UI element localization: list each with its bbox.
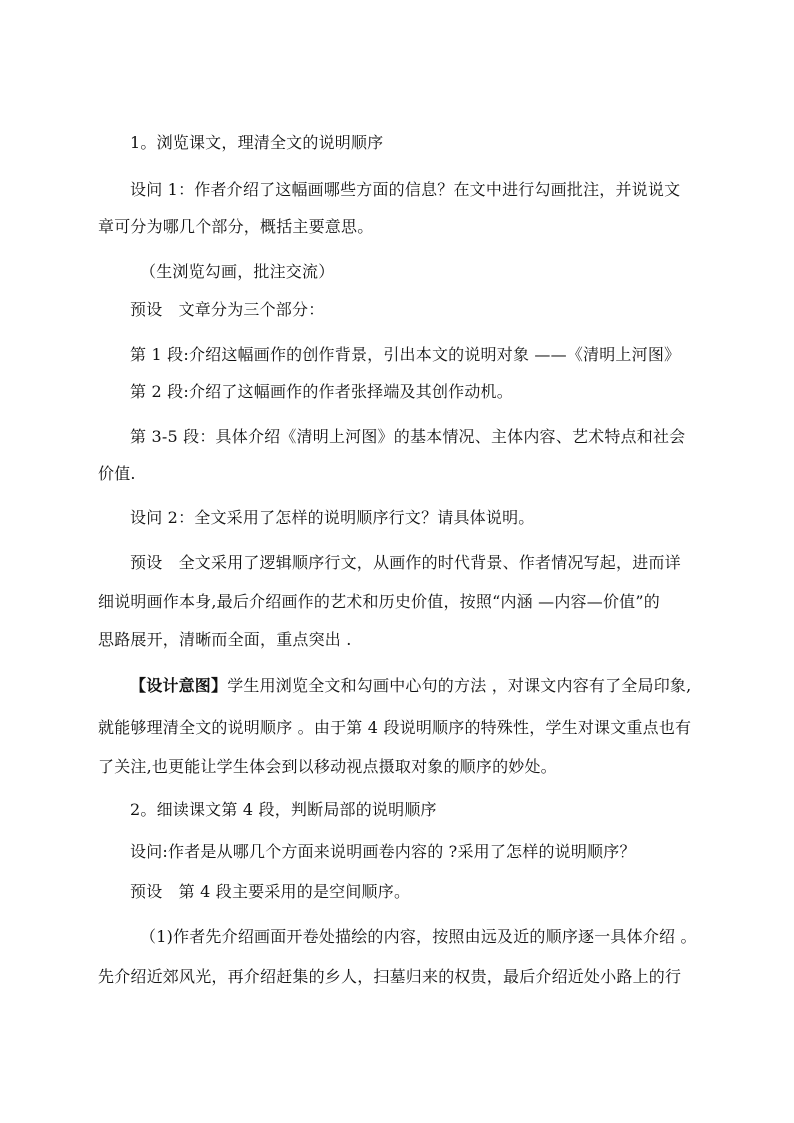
design-intent-text: 学生用浏览全文和勾画中心句的方法 ，对课文内容有了全局印象, — [227, 676, 692, 695]
answer-2-line-1: 预设 全文采用了逻辑顺序行文，从画作的时代背景、作者情况写起，进而详 — [130, 553, 681, 572]
answer-3-intro: 预设 第 4 段主要采用的是空间顺序。 — [130, 882, 411, 901]
answer-2-line-3: 思路展开，清晰而全面，重点突出 . — [98, 630, 352, 649]
design-intent-label: 【设计意图】 — [130, 676, 228, 695]
design-intent-line-3: 了关注,也更能让学生体会到以移动视点摄取对象的顺序的妙处。 — [98, 757, 557, 776]
question-1-line-1: 设问 1：作者介绍了这幅画哪些方面的信息？在文中进行勾画批注，并说说文 — [130, 180, 681, 199]
question-3: 设问:作者是从哪几个方面来说明画卷内容的 ?采用了怎样的说明顺序？ — [130, 842, 636, 861]
design-intent-line-1 — [130, 676, 691, 696]
question-1-line-2: 章可分为哪几个部分，概括主要意思。 — [98, 217, 374, 236]
answer-1-intro: 预设 文章分为三个部分： — [130, 300, 325, 319]
answer-2-line-2: 细说明画作本身,最后介绍画作的艺术和历史价值，按照“内涵 —内容—价值”的 — [98, 592, 660, 611]
answer-1-part-1: 第 1 段:介绍这幅画作的创作背景，引出本文的说明对象 ——《清明上河图》 — [130, 345, 681, 364]
design-intent-line-2: 就能够理清全文的说明顺序 。由于第 4 段说明顺序的特殊性，学生对课文重点也有 — [98, 718, 692, 737]
student-activity-note: （生浏览勾画，批注交流） — [140, 262, 335, 281]
answer-3-point-1-line-1: （1)作者先介绍画面开卷处描绘的内容，按照由远及近的顺序逐一具体介绍 。 — [140, 927, 697, 946]
answer-1-part-3-line-2: 价值. — [98, 464, 136, 483]
answer-1-part-3-line-1: 第 3-5 段：具体介绍《清明上河图》的基本情况、主体内容、艺术特点和社会 — [130, 427, 686, 446]
section-heading-2: 2。细读课文第 4 段，判断局部的说明顺序 — [130, 800, 437, 819]
answer-1-part-2: 第 2 段:介绍了这幅画作的作者张择端及其创作动机。 — [130, 382, 513, 401]
answer-3-point-1-line-2: 先介绍近郊风光，再介绍赶集的乡人，扫墓归来的权贵，最后介绍近处小路上的行 — [98, 967, 682, 986]
question-2: 设问 2：全文采用了怎样的说明顺序行文？请具体说明。 — [130, 508, 535, 527]
section-heading-1: 1。浏览课文，理清全文的说明顺序 — [130, 133, 384, 152]
